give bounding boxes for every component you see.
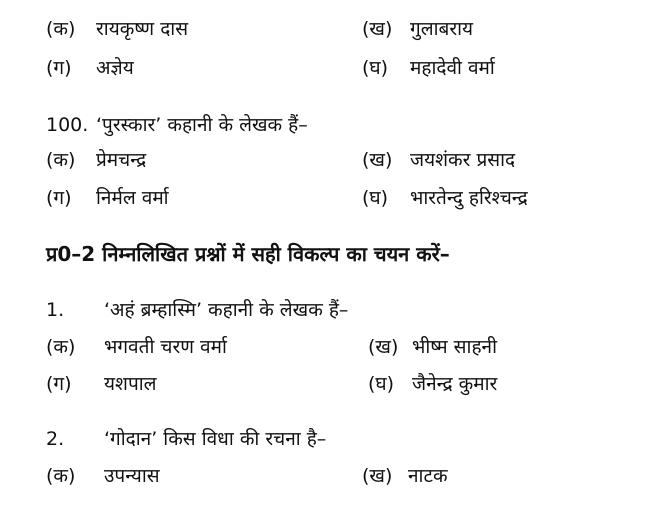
question-text: ‘पुरस्कार’ कहानी के लेखक हैं– <box>96 114 308 136</box>
option-label: (ख) <box>362 18 393 40</box>
question-number: 1. <box>46 299 65 321</box>
option-label: (क) <box>46 465 76 487</box>
option-label: (ख) <box>362 149 393 171</box>
option-text: यशपाल <box>104 373 157 395</box>
option-text: अज्ञेय <box>96 57 134 79</box>
option-label: (ख) <box>362 465 393 487</box>
question-number: 100. <box>46 114 89 136</box>
option-label: (क) <box>46 336 76 358</box>
option-text: भगवती चरण वर्मा <box>104 336 227 358</box>
option-text: नाटक <box>408 465 448 487</box>
option-row <box>0 332 650 362</box>
question-number: 2. <box>46 428 65 450</box>
section-heading <box>0 239 650 269</box>
option-text: जयशंकर प्रसाद <box>410 149 516 171</box>
question-text: ‘गोदान’ किस विधा की रचना है– <box>104 428 327 450</box>
option-row <box>0 183 650 213</box>
option-label: (ग) <box>46 187 72 209</box>
option-text: भीष्म साहनी <box>412 336 498 358</box>
option-text: निर्मल वर्मा <box>96 187 169 209</box>
option-label: (क) <box>46 149 76 171</box>
option-row <box>0 145 650 175</box>
option-label: (घ) <box>362 57 389 79</box>
option-text: जैनेन्द्र कुमार <box>412 373 498 395</box>
option-label: (ख) <box>368 336 399 358</box>
option-text: प्रेमचन्द्र <box>96 149 147 171</box>
question-row <box>0 110 650 140</box>
option-row <box>0 369 650 399</box>
question-row <box>0 424 650 454</box>
option-text: भारतेन्दु हरिश्चन्द्र <box>410 187 528 209</box>
option-text: उपन्यास <box>104 465 160 487</box>
option-text: गुलाबराय <box>410 18 474 40</box>
option-row <box>0 14 650 44</box>
option-label: (क) <box>46 18 76 40</box>
option-text: महादेवी वर्मा <box>410 57 495 79</box>
question-text: ‘अहं ब्रम्हास्मि’ कहानी के लेखक हैं– <box>104 299 349 321</box>
question-row <box>0 295 650 325</box>
option-label: (ग) <box>46 57 72 79</box>
option-label: (ग) <box>46 373 72 395</box>
option-row <box>0 53 650 83</box>
option-text: रायकृष्ण दास <box>96 18 189 40</box>
option-row <box>0 461 650 491</box>
option-label: (घ) <box>368 373 395 395</box>
section-heading-text: प्र0–2 निम्नलिखित प्रश्नों में सही विकल्प का चयन करें– <box>46 242 450 266</box>
option-label: (घ) <box>362 187 389 209</box>
